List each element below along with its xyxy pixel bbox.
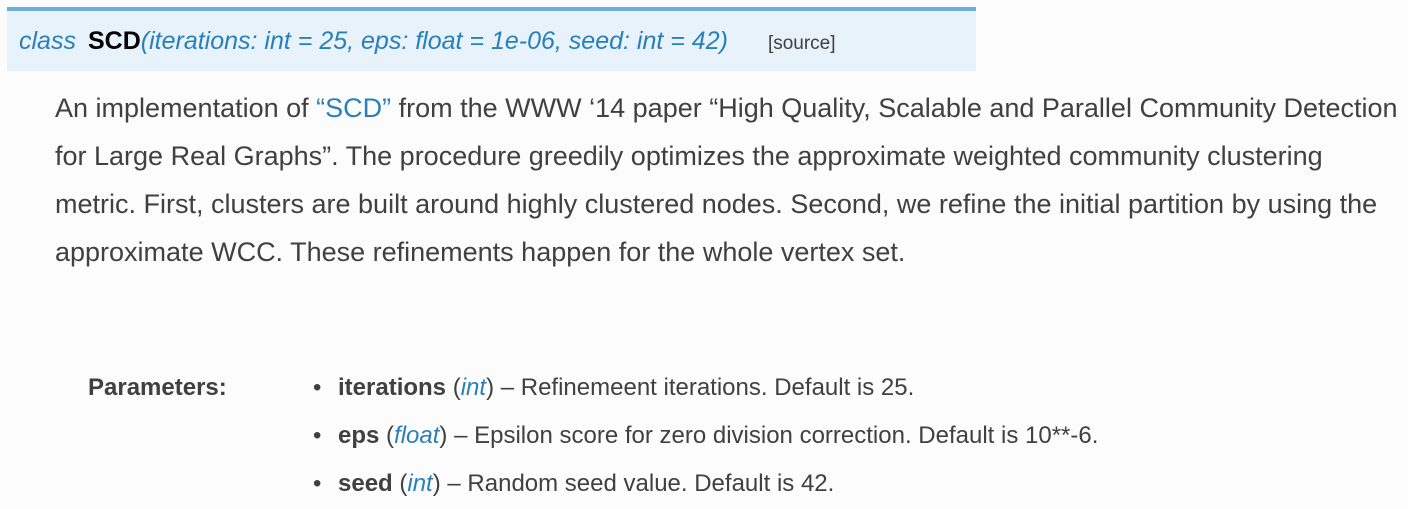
scd-paper-link[interactable]: “SCD” xyxy=(316,93,392,123)
param-item-iterations: • iterations (int) – Refinemeent iterations. Default is 25. xyxy=(313,364,1098,412)
param-name: seed xyxy=(338,470,393,497)
param-item-eps: • eps (float) – Epsilon score for zero division correction. Default is 10**-6. xyxy=(313,412,1098,460)
param-description: Epsilon score for zero division correction. Default is 10**-6. xyxy=(474,422,1099,449)
param-type-link[interactable]: int xyxy=(407,470,433,497)
source-link[interactable]: [source] xyxy=(767,33,836,54)
class-keyword: class xyxy=(19,27,76,55)
param-name: eps xyxy=(338,422,380,449)
param-type-link[interactable]: float xyxy=(394,422,440,449)
description-intro: An implementation of xyxy=(55,93,317,123)
class-description xyxy=(55,84,1403,276)
signature-params: (iterations: int = 25, eps: float = 1e-06, seed: int = 42) xyxy=(140,27,728,55)
parameters-list xyxy=(313,364,1098,508)
param-description: Random seed value. Default is 42. xyxy=(467,470,835,497)
param-description: Refinemeent iterations. Default is 25. xyxy=(520,374,915,401)
param-item-seed: • seed (int) – Random seed value. Default is 42. xyxy=(313,460,1098,508)
parameters-label: Parameters: xyxy=(88,374,227,401)
class-signature xyxy=(7,7,976,71)
param-name: iterations xyxy=(338,374,447,401)
class-name: SCD xyxy=(87,27,141,55)
param-type-link[interactable]: int xyxy=(460,374,487,401)
description-body: from the WWW ‘14 paper “High Quality, Scalable and Parallel Community Detection for Large Real Graphs”. The procedure greedily optimizes the approximate weighted community clustering metric. First, clusters are built around highly clustered nodes. Second, we refine the initial partition by using the approximate WCC. These refinements happen for the whole vertex set. xyxy=(55,93,1398,267)
